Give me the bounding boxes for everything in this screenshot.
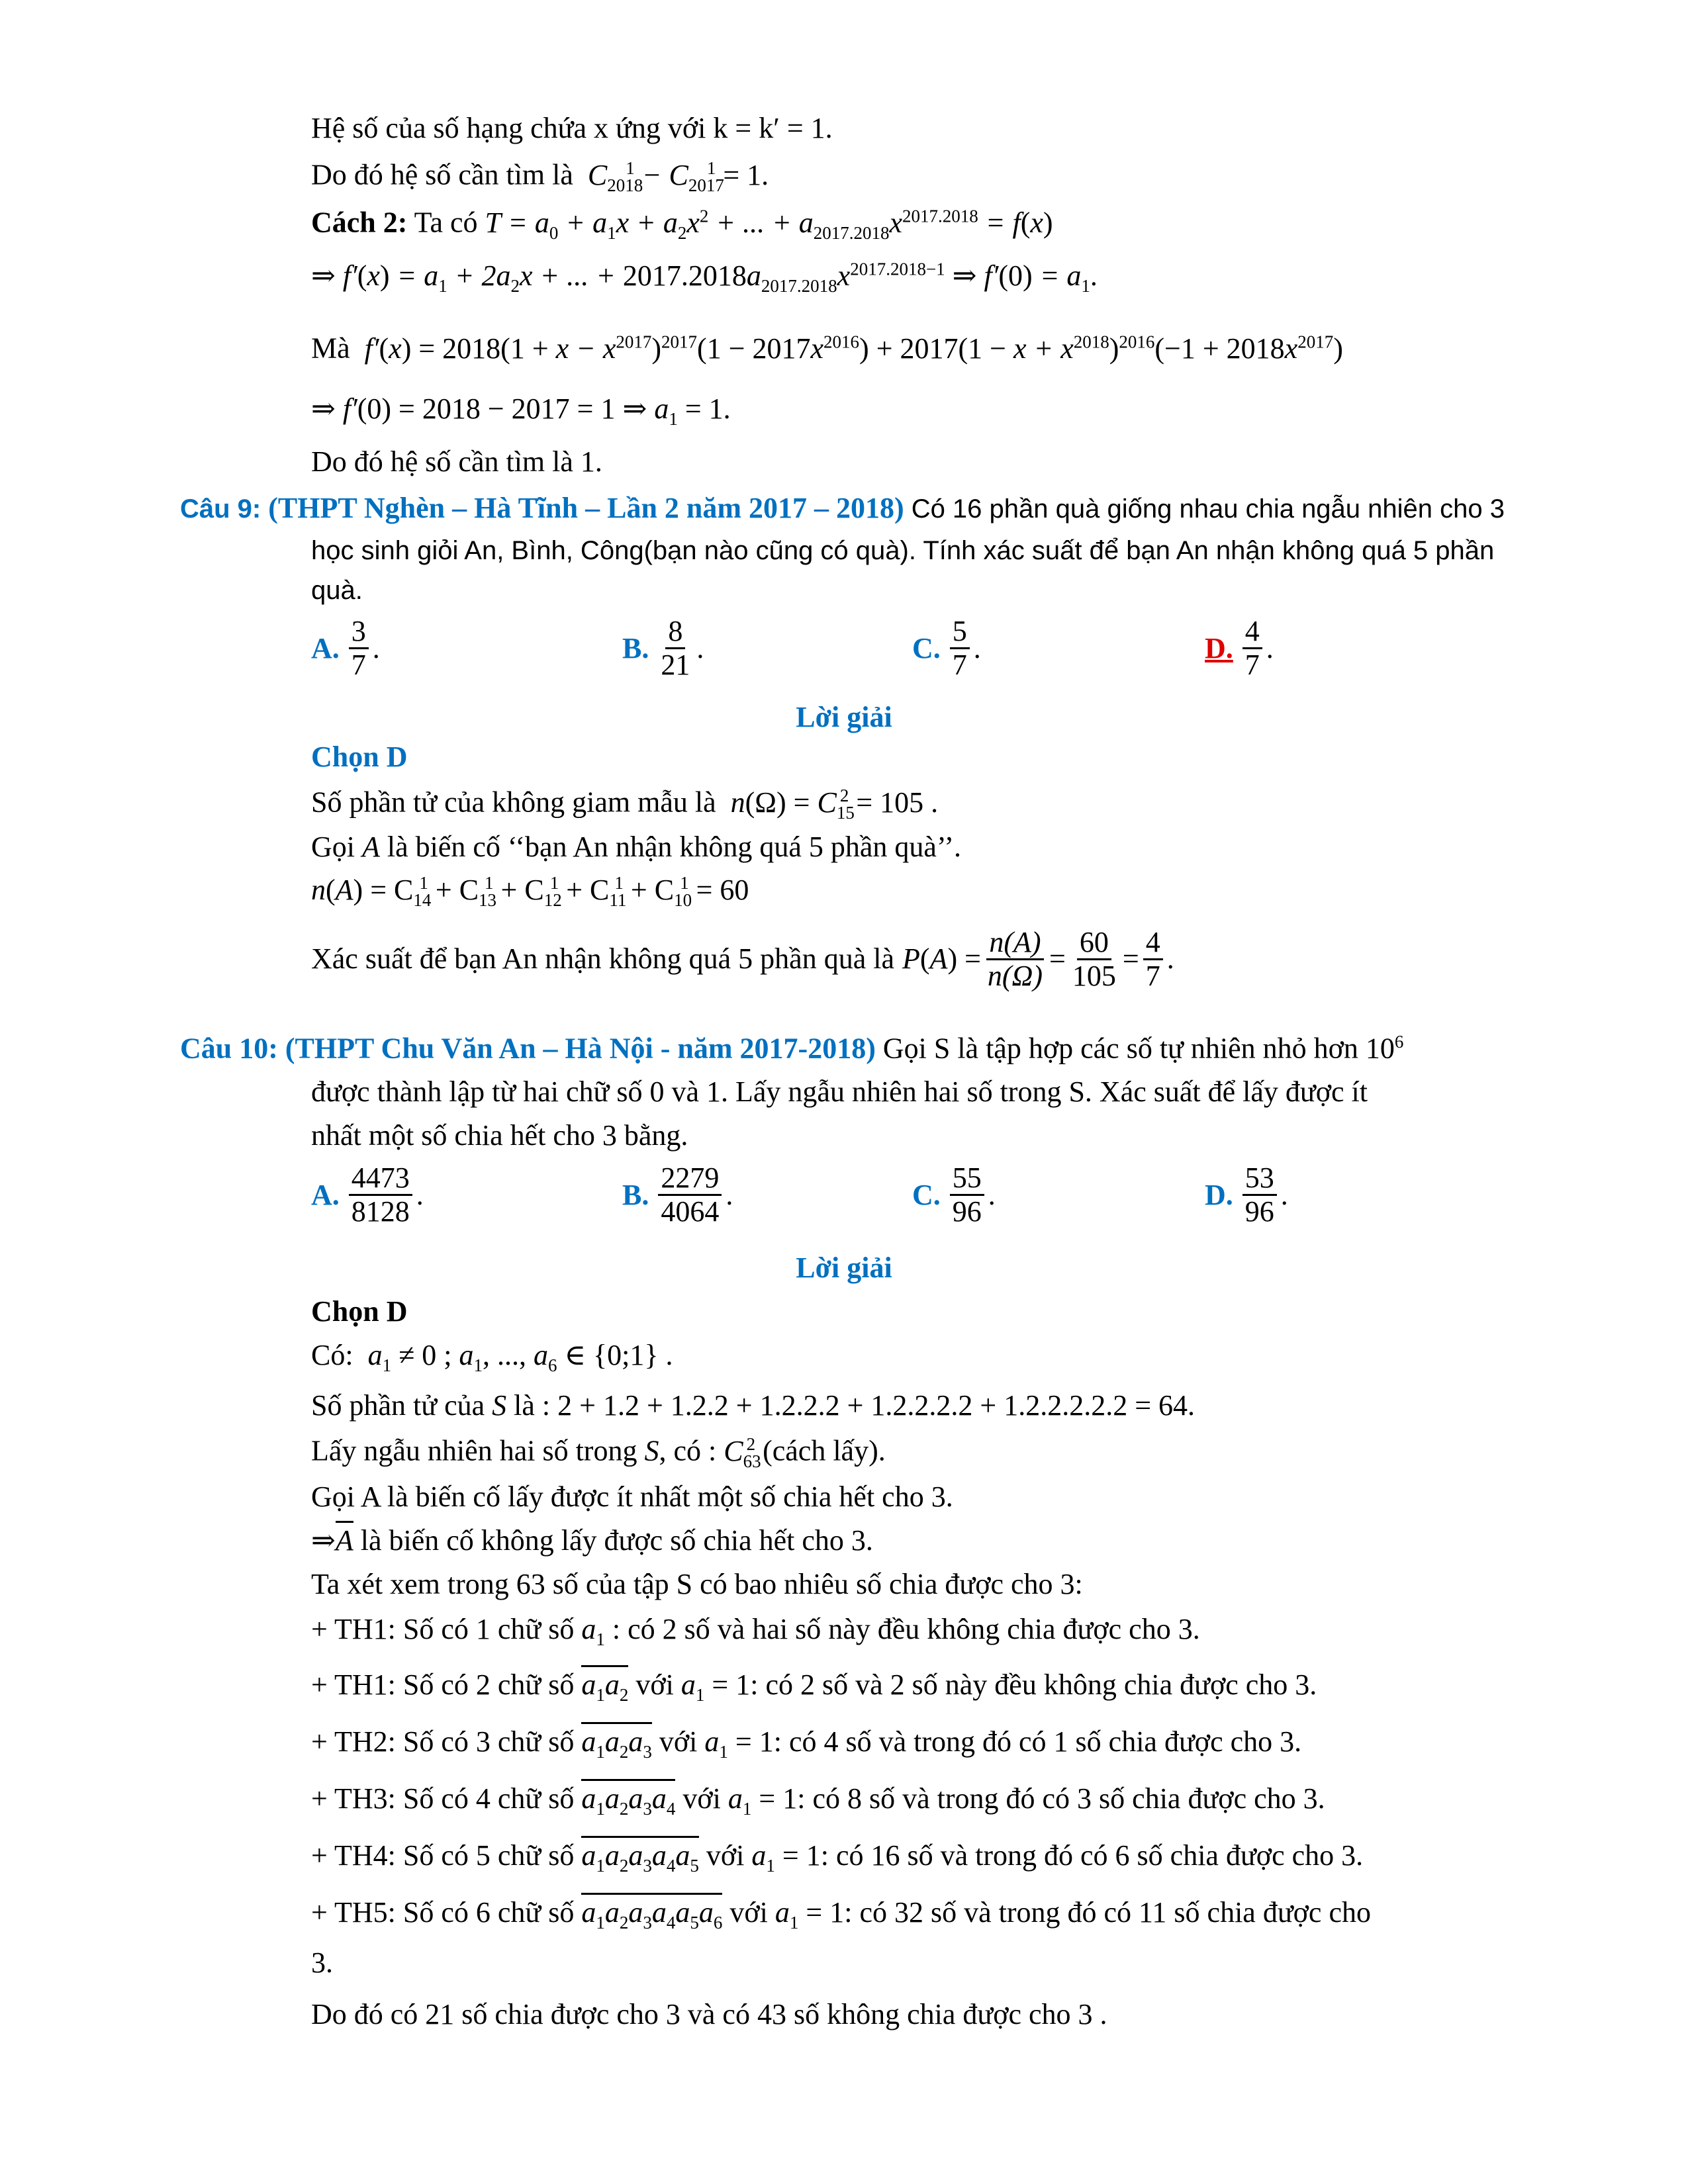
q10-sol-line-6: Ta xét xem trong 63 số của tập S có bao nhiêu số chia được cho 3:: [311, 1568, 1083, 1600]
q9-option-d-label: D.: [1205, 632, 1233, 665]
q10-sol-line-1-text: Có:: [311, 1339, 353, 1371]
q9-option-b-label: B.: [622, 632, 649, 665]
q9-option-c[interactable]: C. $\frac{5}{7}$ .: [912, 615, 981, 682]
q10-case-5: + TH4: Số có 5 chữ số $a_1a_2a_3a_4a_5$ với $a_1 = 1$: có 16 số và trong đó có 6 số chia được cho 3.: [311, 1839, 1363, 1876]
q10-option-c-label: C.: [912, 1179, 941, 1212]
method-2-label: Cách 2:: [311, 206, 408, 239]
question-9-text-1: Có 16 phần quà giống nhau chia ngẫu nhiên cho 3: [911, 494, 1505, 523]
question-9-text-3: quà.: [311, 576, 363, 605]
q10-sol-line-3-text-c: (cách lấy).: [763, 1434, 886, 1467]
q9-prob-frac-1: $\frac{n(A)}{n(\Omega)}$: [987, 926, 1043, 993]
derivative-expansion: $f'(x) = 2018(1 + x - x^{2017})^{2017}(1 - 2017x^{2016}) + 2017(1 - x + x^{2018})^{2016}(-1 + 2018x^{2017})$: [357, 332, 1343, 365]
q10-option-a-fraction: $\frac{4473}{8128}$: [349, 1162, 412, 1228]
q9-sol-line-2-text-b: là biến cố ‘‘bạn An nhận không quá 5 phần quà’’.: [387, 831, 961, 863]
q9-sol-line-4: Xác suất để bạn An nhận không quá 5 phần quà là P(A) = $\frac{n(A)}{n(\Omega)}$ = $\frac{60}{105}$ = $\frac{4}{7}$ .: [311, 926, 1174, 993]
question-9-label: Câu 9:: [180, 494, 261, 523]
q10-sol-line-5-text: là biến cố không lấy được số chia hết cho 3.: [360, 1524, 873, 1557]
q10-case-1: + TH1: Số có 1 chữ số $a_1$ : có 2 số và hai số này đều không chia được cho 3.: [311, 1613, 1200, 1649]
prev-line-3: [311, 205, 1053, 244]
question-10-text-1: Gọi S là tập hợp các số tự nhiên nhỏ hơn 10: [882, 1032, 1395, 1065]
method-2-text: Ta có: [414, 206, 478, 239]
q9-option-c-fraction: $\frac{5}{7}$: [950, 615, 970, 682]
q10-solution-title: Lời giải: [796, 1251, 892, 1284]
question-10-source: (THPT Chu Văn An – Hà Nội - năm 2017-2018): [285, 1032, 876, 1065]
method-2-formula: $T = a_0 + a_1x + a_2x^2$ + ... + $a_{2017.2018}x^{2017.2018} = f(x)$: [485, 206, 1053, 243]
q10-option-b[interactable]: B. $\frac{2279}{4064}$ .: [622, 1161, 733, 1228]
q10-conclusion: Do đó có 21 số chia được cho 3 và có 43 số không chia được cho 3 .: [311, 1998, 1107, 2030]
q10-combination: $C_{63}^2$: [724, 1434, 761, 1471]
q9-option-a[interactable]: A. $\frac{3}{7}$ .: [311, 615, 380, 682]
q10-option-a[interactable]: A. $\frac{4473}{8128}$ .: [311, 1161, 424, 1228]
q10-option-c[interactable]: C. $\frac{55}{96}$ .: [912, 1161, 996, 1228]
q10-sol-line-3-text-b: , có :: [659, 1434, 717, 1467]
q9-event-symbol: A: [362, 831, 380, 863]
q9-sol-line-2: [311, 830, 961, 865]
question-9-text-2: học sinh giỏi An, Bình, Công(bạn nào cũng có quà). Tính xác suất để bạn An nhận không quá 5 phần: [311, 536, 1495, 565]
q10-case-6: + TH5: Số có 6 chữ số $a_1a_2a_3a_4a_5a_6$ với $a_1 = 1$: có 32 số và trong đó có 11 số chia được cho: [311, 1895, 1371, 1933]
q9-prob-frac-2: $\frac{60}{105}$: [1072, 926, 1116, 993]
q10-case-6-cont: 3.: [311, 1946, 333, 1979]
q10-option-d-fraction: $\frac{53}{96}$: [1243, 1162, 1277, 1228]
q9-sample-space: $n(\Omega) = C_{15}^2 = 105$ .: [723, 786, 939, 823]
q10-complement-symbol: A: [336, 1521, 353, 1557]
q9-option-d[interactable]: D. $\frac{4}{7}$ .: [1205, 615, 1274, 682]
q9-solution-title: Lời giải: [796, 701, 892, 733]
q10-case-2: + TH1: Số có 2 chữ số $a_1a_2$ với $a_1 = 1$: có 2 số và 2 số này đều không chia được cho 3.: [311, 1668, 1317, 1706]
q9-event-count: $n(A) = C_{14}^1 + C_{13}^1 + C_{12}^1 + C_{11}^1 + C_{10}^1 = 60$: [311, 873, 749, 910]
q9-option-c-label: C.: [912, 632, 941, 665]
q10-sol-line-4: Gọi A là biến cố lấy được ít nhất một số chia hết cho 3.: [311, 1480, 953, 1513]
q9-option-a-label: A.: [311, 632, 340, 665]
prev-line-2: [311, 158, 769, 196]
prev-line-2-formula: $C_{2018}^1 - C_{2017}^1 = 1$.: [587, 158, 769, 195]
q10-sol-line-1: [311, 1338, 673, 1376]
question-10-text-2: được thành lập từ hai chữ số 0 và 1. Lấy ngẫu nhiên hai số trong S. Xác suất để lấy được ít: [311, 1075, 1368, 1108]
prev-line-7: Do đó hệ số cần tìm là 1.: [311, 445, 602, 478]
prev-line-5-text: Mà: [311, 332, 350, 365]
q9-choice: Chọn D: [311, 741, 408, 773]
q9-prob-symbol: P(A) =: [902, 942, 981, 976]
question-10-text-3: nhất một số chia hết cho 3 bằng.: [311, 1119, 688, 1152]
q10-sol-line-3: Lấy ngẫu nhiên hai số trong S, có : $C_{63}^2$ (cách lấy).: [311, 1434, 886, 1471]
q9-sol-line-4-text: Xác suất để bạn An nhận không quá 5 phần quà là: [311, 942, 894, 976]
q10-choice: Chọn D: [311, 1295, 408, 1328]
q9-option-d-fraction: $\frac{4}{7}$: [1243, 615, 1262, 682]
q9-sol-line-3: [311, 872, 749, 911]
q10-sol-line-2: Số phần tử của S là : 2 + 1.2 + 1.2.2 + 1.2.2.2 + 1.2.2.2.2 + 1.2.2.2.2.2 = 64.: [311, 1389, 1196, 1422]
derivative-formula: ⇒ $f'(x) = a_1 + 2a_2x$ + ... + $2017.2018a_{2017.2018}x^{2017.2018-1}$ ⇒ $f'(0) = a_1$.: [311, 259, 1098, 296]
q9-sol-line-2-text-a: Gọi: [311, 831, 355, 863]
q9-option-b[interactable]: B. $\frac{8}{21}$ .: [622, 615, 704, 682]
q10-sol-line-3-text-a: Lấy ngẫu nhiên hai số trong: [311, 1434, 637, 1467]
q9-prob-frac-3: $\frac{4}{7}$: [1143, 927, 1163, 993]
prev-line-6: [311, 392, 731, 430]
prev-line-4: [311, 258, 1098, 296]
q10-digit-constraint: $a_1 \ne 0$ ; $a_1$, ..., $a_6$ ∈ {0;1} .: [360, 1339, 673, 1375]
q9-sol-line-1: [311, 785, 938, 823]
prev-line-1: Hệ số của số hạng chứa x ứng với k = k′ = 1.: [311, 112, 833, 144]
q10-sol-line-2-text-a: Số phần tử của: [311, 1389, 485, 1422]
q10-set-symbol: S: [492, 1389, 507, 1422]
q10-case-3: + TH2: Số có 3 chữ số $a_1a_2a_3$ với $a_1 = 1$: có 4 số và trong đó có 1 số chia được cho 3.: [311, 1725, 1301, 1762]
q10-case-4: + TH3: Số có 4 chữ số $a_1a_2a_3a_4$ với $a_1 = 1$: có 8 số và trong đó có 3 số chia được cho 3.: [311, 1782, 1325, 1819]
q10-option-b-label: B.: [622, 1179, 649, 1212]
question-9-header: [180, 491, 1505, 526]
q10-option-d-label: D.: [1205, 1179, 1233, 1212]
q9-option-b-fraction: $\frac{8}{21}$: [661, 615, 690, 682]
q9-sol-line-1-text: Số phần tử của không giam mẫu là: [311, 786, 716, 819]
q10-sol-line-2-text-b: là :: [514, 1389, 551, 1422]
q10-option-d[interactable]: D. $\frac{53}{96}$ .: [1205, 1161, 1288, 1228]
q10-count-formula: 2 + 1.2 + 1.2.2 + 1.2.2.2 + 1.2.2.2.2 + 1.2.2.2.2.2 = 64: [557, 1389, 1188, 1422]
question-10-label: Câu 10:: [180, 1032, 278, 1065]
prev-line-2-text: Do đó hệ số cần tìm là: [311, 158, 573, 191]
q10-sol-line-5: ⇒A là biến cố không lấy được số chia hết cho 3.: [311, 1524, 873, 1559]
derivative-at-zero: ⇒ f′(0) = 2018 − 2017 = 1 ⇒ $a_1 = 1$.: [311, 392, 731, 429]
prev-line-5: [311, 331, 1343, 366]
q9-option-a-fraction: $\frac{3}{7}$: [349, 615, 369, 682]
question-9-source: (THPT Nghèn – Hà Tĩnh – Lần 2 năm 2017 – 2018): [268, 492, 904, 524]
q10-option-a-label: A.: [311, 1179, 340, 1212]
question-10-header: Câu 10: (THPT Chu Văn An – Hà Nội - năm 2017-2018) Gọi S là tập hợp các số tự nhiên nhỏ hơn $10^6$: [180, 1032, 1404, 1065]
q10-option-c-fraction: $\frac{55}{96}$: [950, 1162, 984, 1228]
q10-option-b-fraction: $\frac{2279}{4064}$: [658, 1162, 722, 1228]
